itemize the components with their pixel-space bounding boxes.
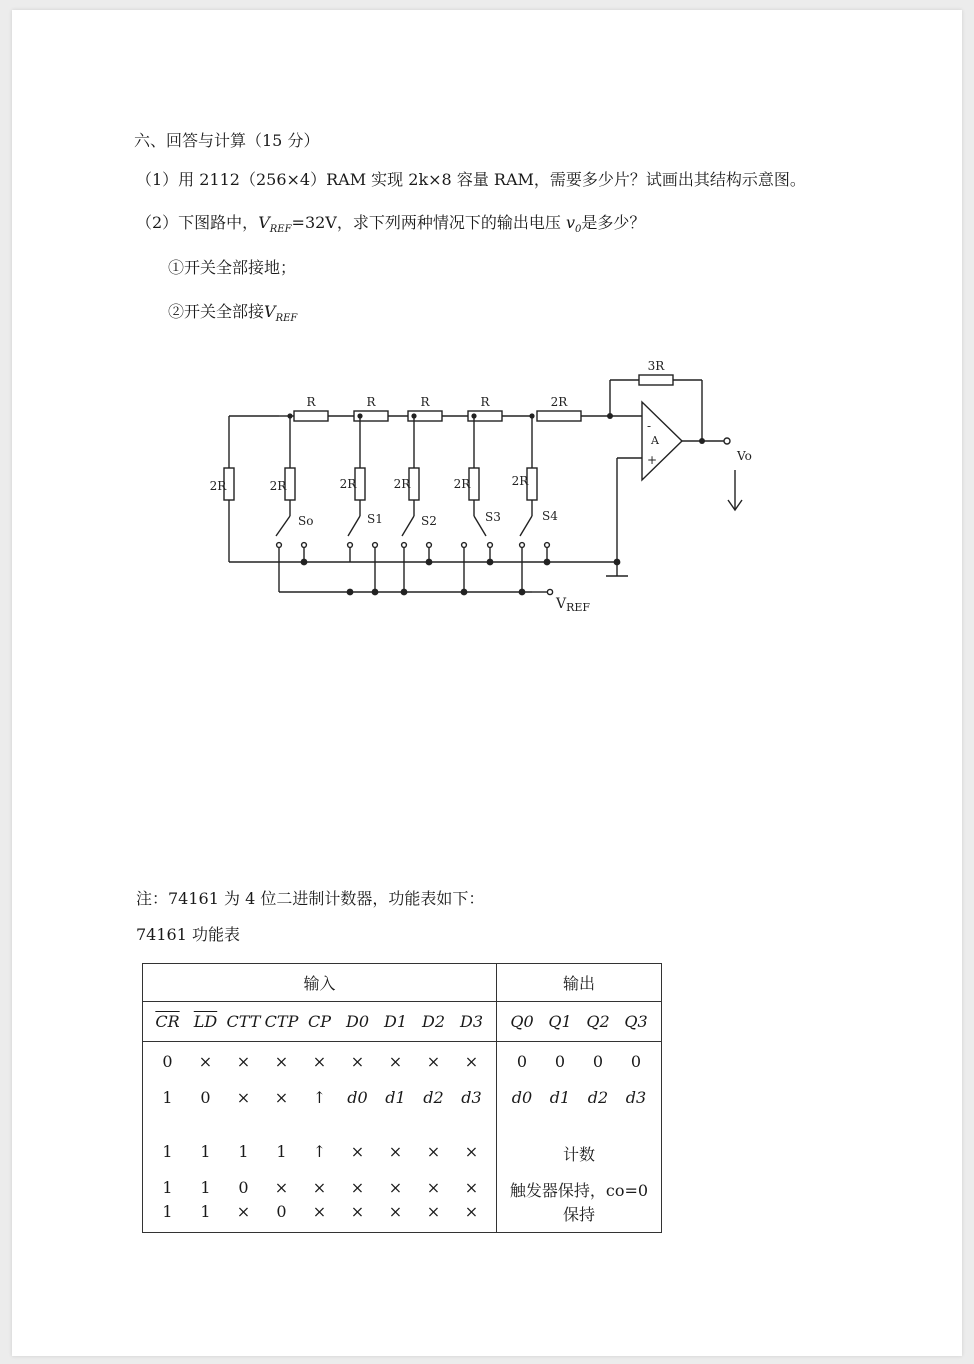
label-2r-s1: 2R [339,477,357,491]
note-line-1: 注：74161 为 4 位二进制计数器，功能表如下： [136,889,485,908]
question-2 [136,210,645,235]
label-amp: A [651,434,659,447]
op-amp-a [642,402,682,480]
case-2 [168,299,297,324]
branch-s0 [276,413,306,592]
label-r-1: R [306,395,316,409]
col-ctp: CTP [264,1012,299,1032]
col-q3: Q3 [624,1012,648,1032]
label-plus: + [646,453,658,467]
label-switch-s3: S3 [485,510,501,524]
table-row-4-inputs: 1 1 0 × × × × × × [162,1178,479,1198]
case-2-vref: V [264,302,276,321]
input-rows [143,1042,497,1233]
label-2r-s2: 2R [393,477,411,491]
label-switch-s2: S2 [421,514,437,528]
table-row-1-outputs: 0 0 0 0 [516,1052,642,1072]
table-row-5-inputs: 1 1 × 0 × × × × × [162,1202,479,1222]
table-row-3-outputs: 计数 [562,1145,595,1165]
label-r-4: R [480,395,490,409]
resistor-r-1 [294,411,328,421]
label-2r-s3: 2R [453,477,471,491]
branch-s4 [520,413,550,592]
col-q2: Q2 [586,1012,610,1032]
col-d2: D2 [421,1012,445,1032]
label-3r: 3R [647,359,665,373]
col-cp: CP [307,1012,331,1032]
label-switch-s0: So [298,514,314,528]
label-minus: - [646,419,652,433]
vo-subscript: 0 [575,224,582,235]
col-d3: D3 [459,1012,483,1032]
vref-symbol: V [258,213,270,232]
label-vref: $V_{REF}$ [556,596,591,614]
vref-subscript: REF [269,224,292,235]
header-output: 输出 [497,964,662,1002]
label-vo: Vo [737,449,752,463]
case-1: ①开关全部接地； [168,258,297,277]
col-cr: $\overline{CR}$ [155,1012,180,1032]
header-input: 输入 [143,964,497,1002]
note-line-2: 74161 功能表 [136,925,240,944]
question-2-post: =32V，求下列两种情况下的输出电压 [291,213,561,232]
label-r-3: R [420,395,430,409]
resistor-3r-feedback [639,375,673,385]
branch-s2 [402,413,432,592]
col-q1: Q1 [548,1012,572,1032]
table-row-1-inputs: 0 × × × × × × × × [162,1052,479,1072]
section-title: 六、回答与计算（15 分） [134,131,320,150]
table-row-2-outputs: d0 d1 d2 d3 [511,1088,647,1108]
label-switch-s4: S4 [542,509,558,523]
col-d0: D0 [345,1012,369,1032]
branch-s1 [348,413,378,592]
table-row-4-outputs: 触发器保持，co=0 [509,1181,649,1201]
col-ld: $\overline{LD}$ [193,1012,218,1032]
table-row-2-inputs: 1 0 × × ↑ d0 d1 d2 d3 [162,1088,482,1108]
output-column-headers [497,1002,662,1042]
label-switch-s1: S1 [367,512,383,526]
table-row-3-inputs: 1 1 1 1 ↑ × × × × [162,1142,479,1162]
vo-symbol: v [565,213,575,232]
col-ctt: CTT [226,1012,261,1032]
col-d1: D1 [383,1012,407,1032]
question-2-pre: （2）下图路中， [136,213,259,232]
question-1: （1）用 2112（256×4）RAM 实现 2k×8 容量 RAM，需要多少片？试画出其结构示意图。 [136,170,806,189]
question-2-end: 是多少？ [581,213,646,232]
col-q0: Q0 [510,1012,534,1032]
label-2r-term: 2R [209,479,227,493]
label-2r-s4: 2R [511,474,529,488]
output-rows [497,1042,662,1233]
case-2-subscript: REF [275,313,298,324]
branch-s3 [462,413,493,592]
r2r-dac-circuit [192,340,772,620]
label-2r-s0: 2R [269,479,287,493]
function-table-74161 [142,963,662,1233]
input-column-headers [143,1002,497,1042]
table-row-5-outputs: 保持 [562,1205,595,1225]
exam-page [12,10,962,1356]
label-r-2: R [366,395,376,409]
case-2-pre: ②开关全部接 [168,302,265,321]
resistor-2r-series [537,411,581,421]
label-2r-series: 2R [550,395,568,409]
